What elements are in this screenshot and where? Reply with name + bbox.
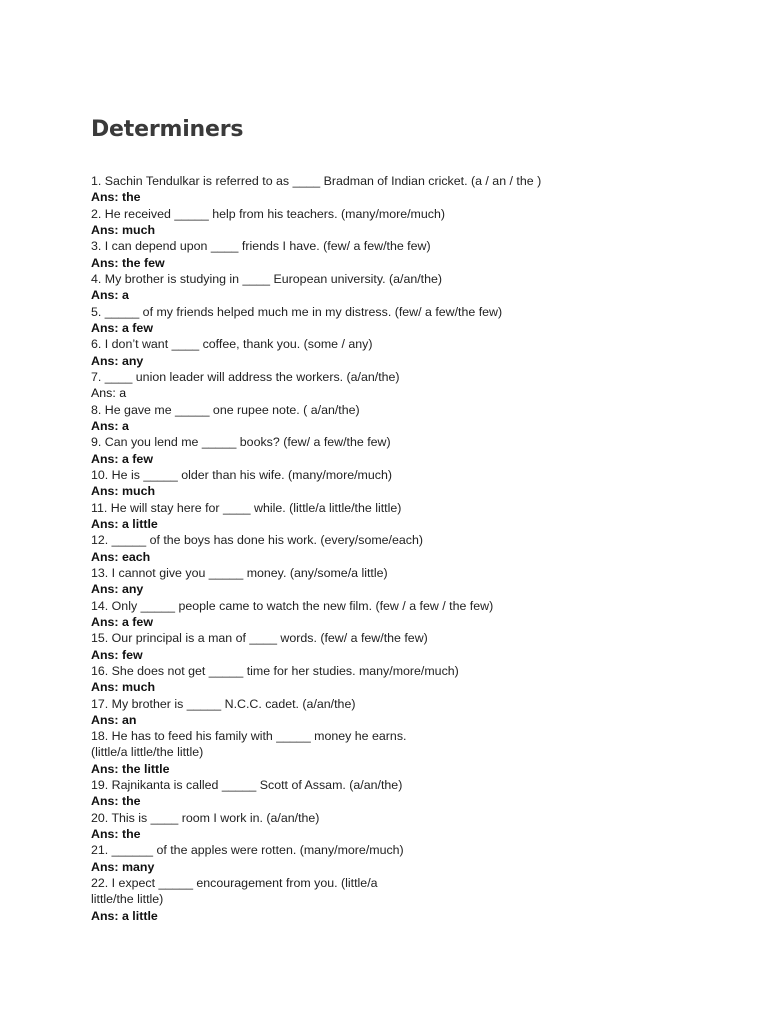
answer-text: Ans: a bbox=[91, 386, 127, 401]
answer-text: Ans: the few bbox=[91, 255, 165, 270]
question-item bbox=[91, 532, 711, 565]
page-title: Determiners bbox=[91, 117, 244, 142]
question-text: 5. _____ of my friends helped much me in my distress. (few/ a few/the few) bbox=[91, 304, 503, 319]
answer-text: Ans: the little bbox=[91, 761, 170, 776]
answer-text: Ans: an bbox=[91, 712, 137, 727]
question-item bbox=[91, 598, 711, 631]
question-text: 6. I don’t want ____ coffee, thank you. (some / any) bbox=[91, 337, 373, 352]
question-item bbox=[91, 842, 711, 875]
answer-text: Ans: a little bbox=[91, 908, 158, 923]
question-item bbox=[91, 173, 711, 206]
question-item bbox=[91, 663, 711, 696]
answer-text: Ans: the bbox=[91, 827, 141, 842]
question-text: 1. Sachin Tendulkar is referred to as ____ Bradman of Indian cricket. (a / an / the ) bbox=[91, 174, 542, 188]
question-item bbox=[91, 467, 711, 500]
question-item bbox=[91, 336, 711, 369]
question-text: 14. Only _____ people came to watch the new film. (few / a few / the few) bbox=[91, 598, 494, 613]
answer-text: Ans: much bbox=[91, 222, 156, 237]
question-text: 15. Our principal is a man of ____ words. (few/ a few/the few) bbox=[91, 631, 428, 646]
question-text: 19. Rajnikanta is called _____ Scott of Assam. (a/an/the) bbox=[91, 778, 403, 793]
question-item bbox=[91, 206, 711, 239]
question-item bbox=[91, 369, 711, 402]
answer-text: Ans: the bbox=[91, 190, 141, 205]
question-item bbox=[91, 875, 711, 924]
answer-text: Ans: a bbox=[91, 288, 129, 303]
question-text: 21. ______ of the apples were rotten. (many/more/much) bbox=[91, 843, 404, 858]
question-item bbox=[91, 777, 711, 810]
answer-text: Ans: any bbox=[91, 353, 144, 368]
answer-text: Ans: many bbox=[91, 859, 155, 874]
question-item bbox=[91, 434, 711, 467]
question-text: 20. This is ____ room I work in. (a/an/the) bbox=[91, 810, 320, 825]
question-text: 9. Can you lend me _____ books? (few/ a few/the few) bbox=[91, 435, 391, 450]
question-text: 22. I expect _____ encouragement from you. (little/a bbox=[91, 876, 378, 891]
answer-text: Ans: a bbox=[91, 418, 129, 433]
question-item bbox=[91, 304, 711, 337]
question-item bbox=[91, 810, 711, 843]
question-text: 11. He will stay here for ____ while. (little/a little/the little) bbox=[91, 500, 402, 515]
question-item bbox=[91, 238, 711, 271]
question-item bbox=[91, 565, 711, 598]
question-item bbox=[91, 500, 711, 533]
question-item bbox=[91, 630, 711, 663]
answer-text: Ans: a few bbox=[91, 320, 153, 335]
question-list bbox=[91, 173, 711, 924]
question-text: 12. _____ of the boys has done his work. (every/some/each) bbox=[91, 533, 423, 548]
answer-text: Ans: each bbox=[91, 549, 151, 564]
question-text: 3. I can depend upon ____ friends I have. (few/ a few/the few) bbox=[91, 239, 431, 254]
question-text: 8. He gave me _____ one rupee note. ( a/an/the) bbox=[91, 402, 360, 417]
question-text: 13. I cannot give you _____ money. (any/some/a little) bbox=[91, 565, 388, 580]
question-text: 4. My brother is studying in ____ European university. (a/an/the) bbox=[91, 271, 443, 286]
answer-text: Ans: few bbox=[91, 647, 143, 662]
question-text: 2. He received _____ help from his teachers. (many/more/much) bbox=[91, 206, 445, 221]
answer-text: Ans: the bbox=[91, 794, 141, 809]
question-text: 17. My brother is _____ N.C.C. cadet. (a/an/the) bbox=[91, 696, 356, 711]
answer-text: Ans: any bbox=[91, 582, 144, 597]
answer-text: Ans: a little bbox=[91, 516, 158, 531]
question-text: 10. He is _____ older than his wife. (many/more/much) bbox=[91, 467, 392, 482]
question-item bbox=[91, 402, 711, 435]
answer-text: Ans: much bbox=[91, 484, 156, 499]
question-text: 7. ____ union leader will address the workers. (a/an/the) bbox=[91, 369, 400, 384]
question-text-continued: (little/a little/the little) bbox=[91, 745, 204, 760]
document-page bbox=[91, 112, 711, 924]
question-item bbox=[91, 696, 711, 729]
question-text: 16. She does not get _____ time for her studies. many/more/much) bbox=[91, 663, 459, 678]
question-item bbox=[91, 271, 711, 304]
question-item bbox=[91, 728, 711, 777]
question-text-continued: little/the little) bbox=[91, 892, 164, 907]
answer-text: Ans: a few bbox=[91, 614, 153, 629]
answer-text: Ans: much bbox=[91, 680, 156, 695]
answer-text: Ans: a few bbox=[91, 451, 153, 466]
question-text: 18. He has to feed his family with _____ money he earns. bbox=[91, 729, 407, 744]
